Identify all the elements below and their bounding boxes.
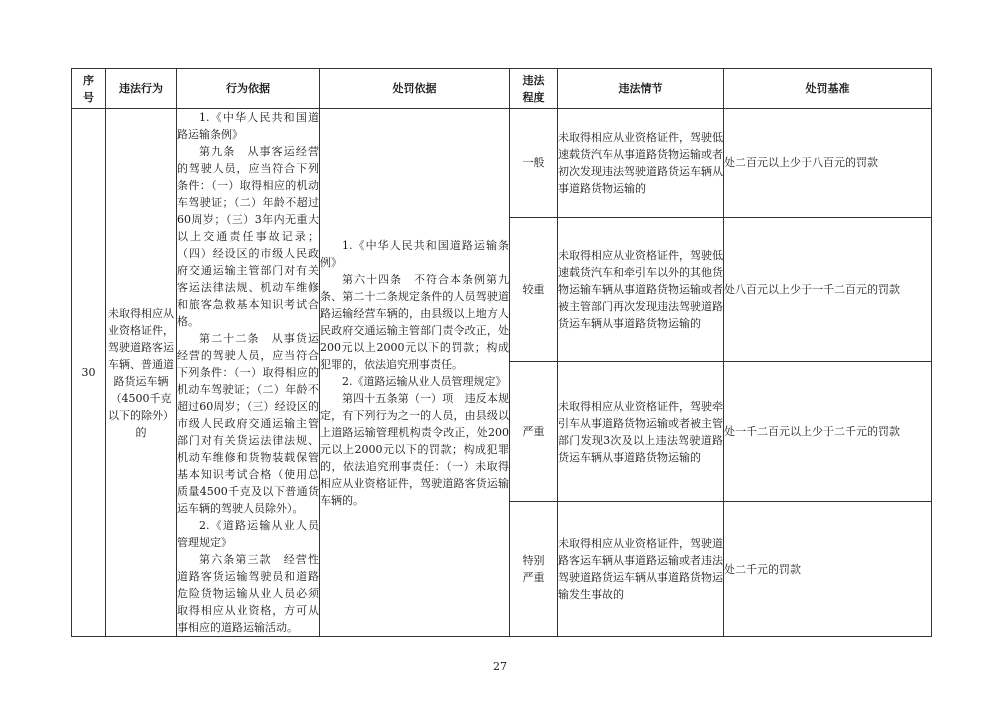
header-circumstance: 违法情节 — [558, 69, 724, 109]
row-basis — [177, 109, 320, 637]
standard-extremely-severe: 处二千元的罚款 — [724, 502, 932, 637]
header-violation: 违法行为 — [106, 69, 177, 109]
header-penalty-basis: 处罚依据 — [320, 69, 510, 109]
penalty-law-title-1: 1.《中华人民共和国道路运输条例》 — [320, 238, 509, 269]
standard-general: 处二百元以上少于八百元的罚款 — [724, 109, 932, 218]
header-row — [72, 69, 932, 109]
basis-law-title-1: 1.《中华人民共和国道路运输条例》 — [177, 111, 319, 141]
penalty-article-64: 第六十四条 不符合本条例第九条、第二十二条规定条件的人员驾驶道路运输经营车辆的，由县级以上地方人民政府交通运输主管部门责令改正，处200元以上2000元以下的罚款；构成犯罪的，依法追究刑事责任。 — [320, 272, 509, 371]
circumstance-severe: 未取得相应从业资格证件，驾驶牵引车从事道路货物运输或者被主管部门发现3次及以上违法驾驶道路货运车辆从事道路货物运输的 — [558, 361, 724, 502]
circumstance-serious: 未取得相应从业资格证件，驾驶低速载货汽车和牵引车以外的其他货物运输车辆从事道路货物运输或者被主管部门再次发现违法驾驶道路货运车辆从事道路货物运输的 — [558, 217, 724, 361]
header-basis: 行为依据 — [177, 69, 320, 109]
row-violation: 未取得相应从业资格证件，驾驶道路客运车辆、普通道路货运车辆（4500千克以下的除外）的 — [106, 109, 177, 637]
circumstance-general: 未取得相应从业资格证件，驾驶低速载货汽车从事道路货物运输或者初次发现违法驾驶道路货运车辆从事道路货物运输的 — [558, 109, 724, 218]
basis-article-9: 第九条 从事客运经营的驾驶人员，应当符合下列条件：（一）取得相应的机动车驾驶证；（二）年龄不超过60周岁；（三）3年内无重大以上交通责任事故记录；（四）经设区的市级人民政府交通运输主管部门对有关客运法律法规、机动车维修和旅客急救基本知识考试合格。 — [177, 145, 319, 328]
penalty-table — [71, 68, 932, 637]
penalty-article-45: 第四十五条第（一）项 违反本规定，有下列行为之一的人员，由县级以上道路运输管理机构责令改正，处200元以上2000元以下的罚款；构成犯罪的，依法追究刑事责任：（一）未取得相应从业资格证件，驾驶道路客货运输车辆的。 — [320, 391, 509, 507]
row-seq: 30 — [72, 109, 106, 637]
header-degree: 违法程度 — [510, 69, 558, 109]
degree-extremely-severe: 特别严重 — [510, 502, 558, 637]
basis-law-title-2: 2.《道路运输从业人员管理规定》 — [177, 519, 319, 549]
header-standard: 处罚基准 — [724, 69, 932, 109]
basis-article-22: 第二十二条 从事货运经营的驾驶人员，应当符合下列条件：（一）取得相应的机动车驾驶证；（二）年龄不超过60周岁；（三）经设区的市级人民政府交通运输主管部门对有关货运法律法规、机动车维修和货物装载保管基本知识考试合格（使用总质量4500千克及以下普通货运车辆的驾驶人员除外）。 — [177, 332, 319, 515]
header-seq: 序号 — [72, 69, 106, 109]
row-penalty-basis — [320, 109, 510, 637]
page-number: 27 — [493, 660, 507, 673]
degree-general: 一般 — [510, 109, 558, 218]
standard-serious: 处八百元以上少于一千二百元的罚款 — [724, 217, 932, 361]
basis-article-6: 第六条第三款 经营性道路客货运输驾驶员和道路危险货物运输从业人员必须取得相应从业资格，方可从事相应的道路运输活动。 — [177, 553, 319, 634]
penalty-law-title-2: 2.《道路运输从业人员管理规定》 — [342, 374, 507, 388]
table-row — [72, 109, 932, 218]
degree-serious: 较重 — [510, 217, 558, 361]
standard-severe: 处一千二百元以上少于二千元的罚款 — [724, 361, 932, 502]
circumstance-extremely-severe: 未取得相应从业资格证件，驾驶道路客运车辆从事道路运输或者违法驾驶道路货运车辆从事道路货物运输发生事故的 — [558, 502, 724, 637]
degree-severe: 严重 — [510, 361, 558, 502]
